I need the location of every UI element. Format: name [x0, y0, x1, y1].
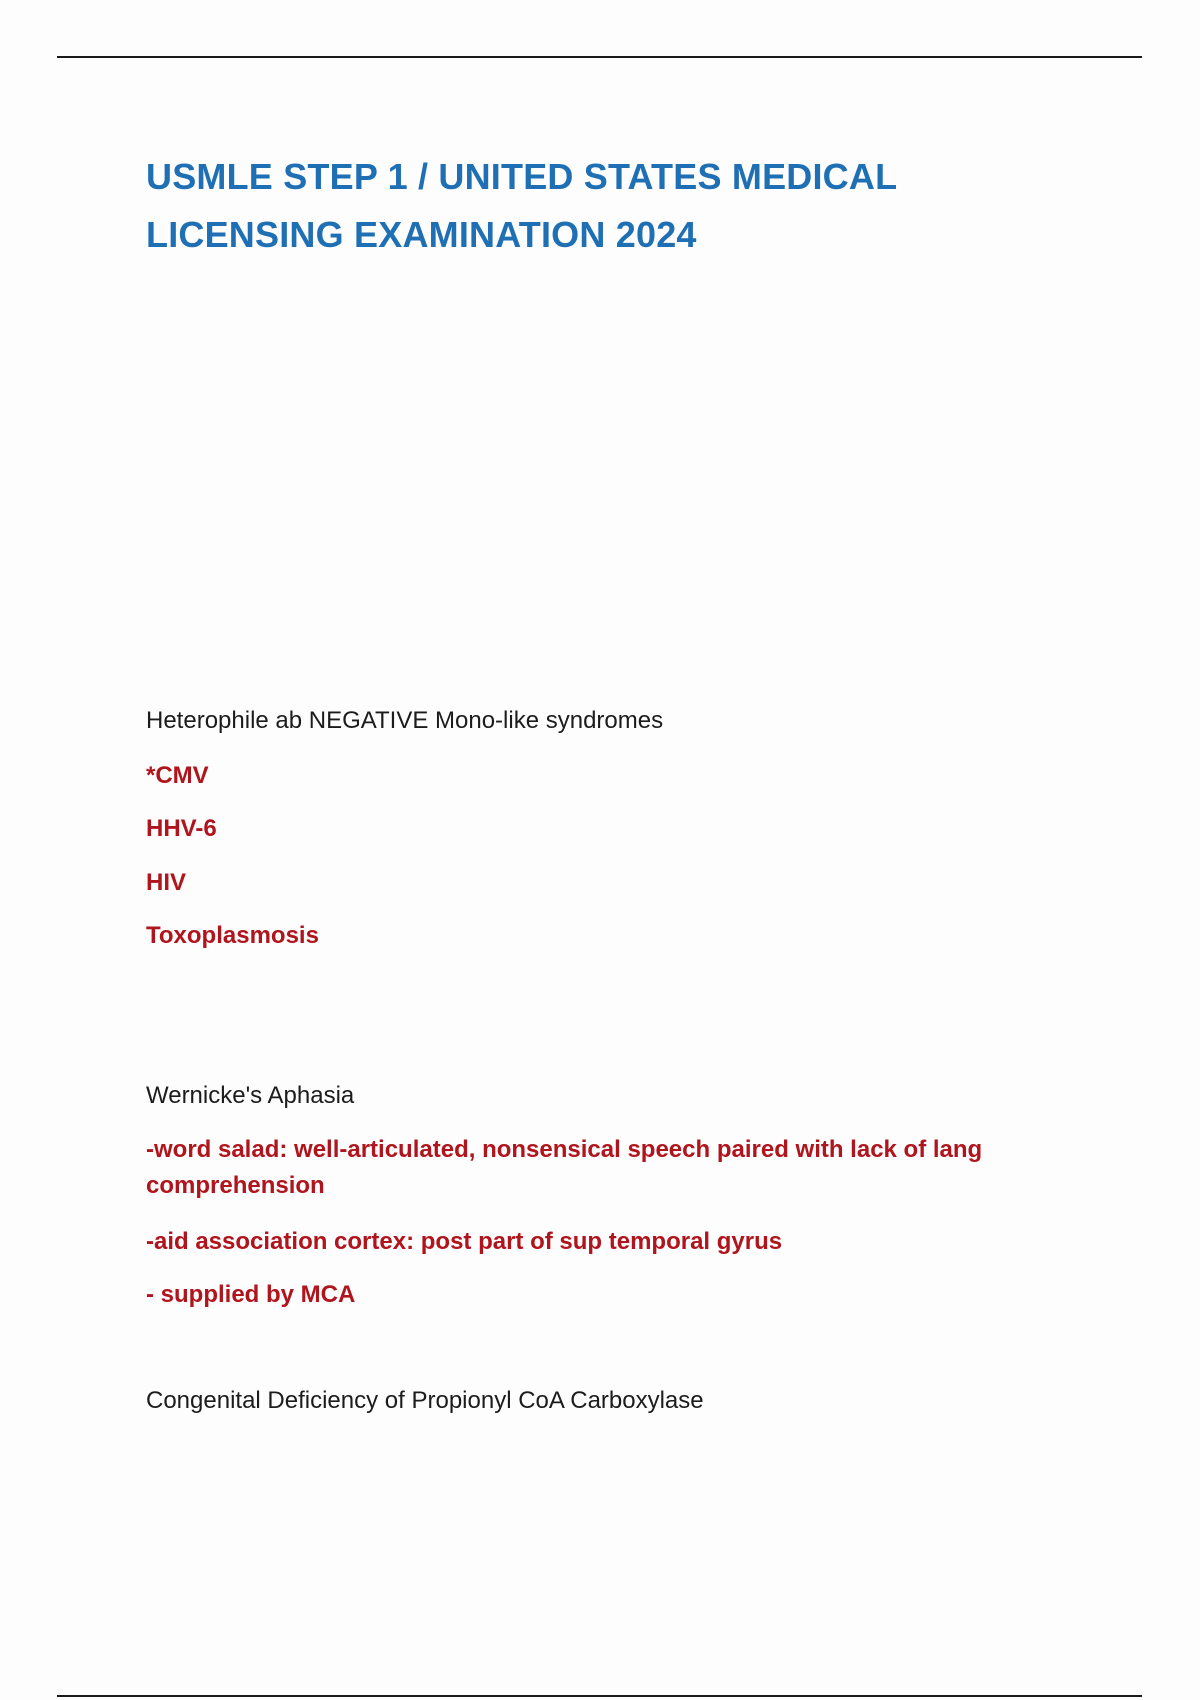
answer-line: HIV: [146, 869, 187, 896]
question-heterophile: Heterophile ab NEGATIVE Mono-like syndromes: [146, 707, 664, 734]
answer-line: - supplied by MCA: [146, 1281, 356, 1308]
answer-line: Toxoplasmosis: [146, 922, 319, 949]
footer-rule: [57, 1695, 1142, 1697]
document-title: USMLE STEP 1 / UNITED STATES MEDICAL LICENSING EXAMINATION 2024: [146, 156, 897, 255]
answer-line: -word salad: well-articulated, nonsensical speech paired with lack of lang comprehension: [146, 1136, 983, 1199]
question-propionyl: Congenital Deficiency of Propionyl CoA Carboxylase: [146, 1387, 704, 1414]
answer-line: *CMV: [146, 762, 209, 789]
answer-line: HHV-6: [146, 815, 217, 842]
header-rule: [57, 56, 1142, 58]
question-wernicke: Wernicke's Aphasia: [146, 1082, 355, 1109]
answer-line: -aid association cortex: post part of sup temporal gyrus: [146, 1228, 783, 1255]
